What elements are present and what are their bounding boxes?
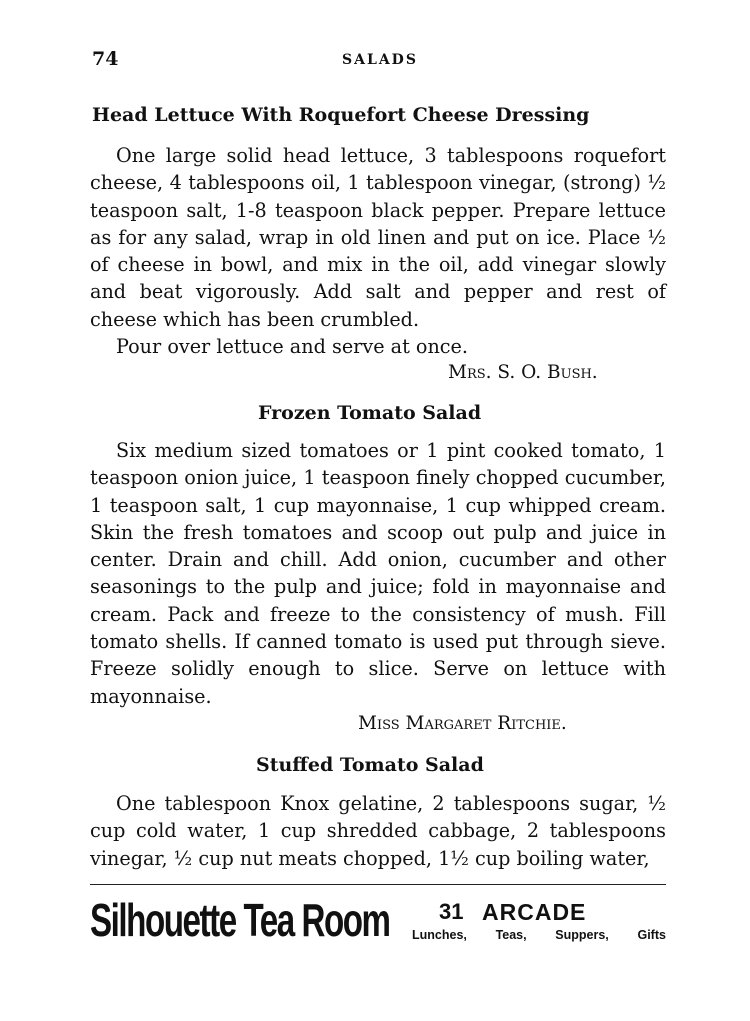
ad-business-name: Silhouette Tea Room (90, 894, 390, 946)
ad-service-item: Suppers, (555, 928, 609, 942)
recipe-title: Frozen Tomato Salad (258, 402, 482, 424)
ad-street-number: 31 (439, 899, 464, 924)
recipe-title: Stuffed Tomato Salad (256, 754, 484, 776)
advertisement (90, 895, 666, 951)
recipe-paragraph: One tablespoon Knox gelatine, 2 tablespoons sugar, ½ cup cold water, 1 cup shredded cabbage, 2 tablespoons vinegar, ½ cup nut meats chopped, 1½ cup boiling water, (90, 792, 666, 870)
running-head: SALADS (342, 52, 418, 68)
recipe-signature: Miss Margaret Ritchie. (358, 713, 567, 734)
page-header (90, 48, 666, 78)
ad-service-item: Gifts (637, 928, 666, 942)
recipe-body (90, 437, 666, 710)
recipe-paragraph: Six medium sized tomatoes or 1 pint cooked tomato, 1 teaspoon onion juice, 1 teaspoon finely chopped cucumber, 1 teaspoon salt, 1 cup mayonnaise, 1 cup whipped cream. Skin the fresh tomatoes and scoop out pulp and juice in center. Drain and chill. Add onion, cucumber and other seasonings to the pulp and juice; fold in mayonnaise and cream. Pack and freeze to the consistency of mush. Fill tomato shells. If canned tomato is used put through sieve. Freeze solidly enough to slice. Serve on lettuce with mayonnaise. (90, 439, 666, 708)
recipe-body (90, 790, 666, 872)
recipe-signature: Mrs. S. O. Bush. (448, 362, 598, 383)
recipe-paragraph: One large solid head lettuce, 3 tablespoons roquefort cheese, 4 tablespoons oil, 1 tablespoon vinegar, (strong) ½ teaspoon salt, 1-8 teaspoon black pepper. Prepare lettuce as for any salad, wrap in old linen and put on ice. Place ½ of cheese in bowl, and mix in the oil, add vinegar slowly and beat vigorously. Add salt and pepper and rest of cheese which has been crumbled. (90, 144, 666, 331)
advertisement-divider (90, 884, 666, 885)
page-number: 74 (92, 48, 119, 70)
ad-service-item: Teas, (495, 928, 527, 942)
recipe-body (90, 142, 666, 360)
recipe-paragraph: Pour over lettuce and serve at once. (116, 335, 469, 359)
recipe-title: Head Lettuce With Roquefort Cheese Dressing (92, 104, 590, 126)
ad-street-name: ARCADE (482, 899, 587, 925)
ad-services (412, 928, 666, 942)
ad-service-item: Lunches, (412, 928, 467, 942)
